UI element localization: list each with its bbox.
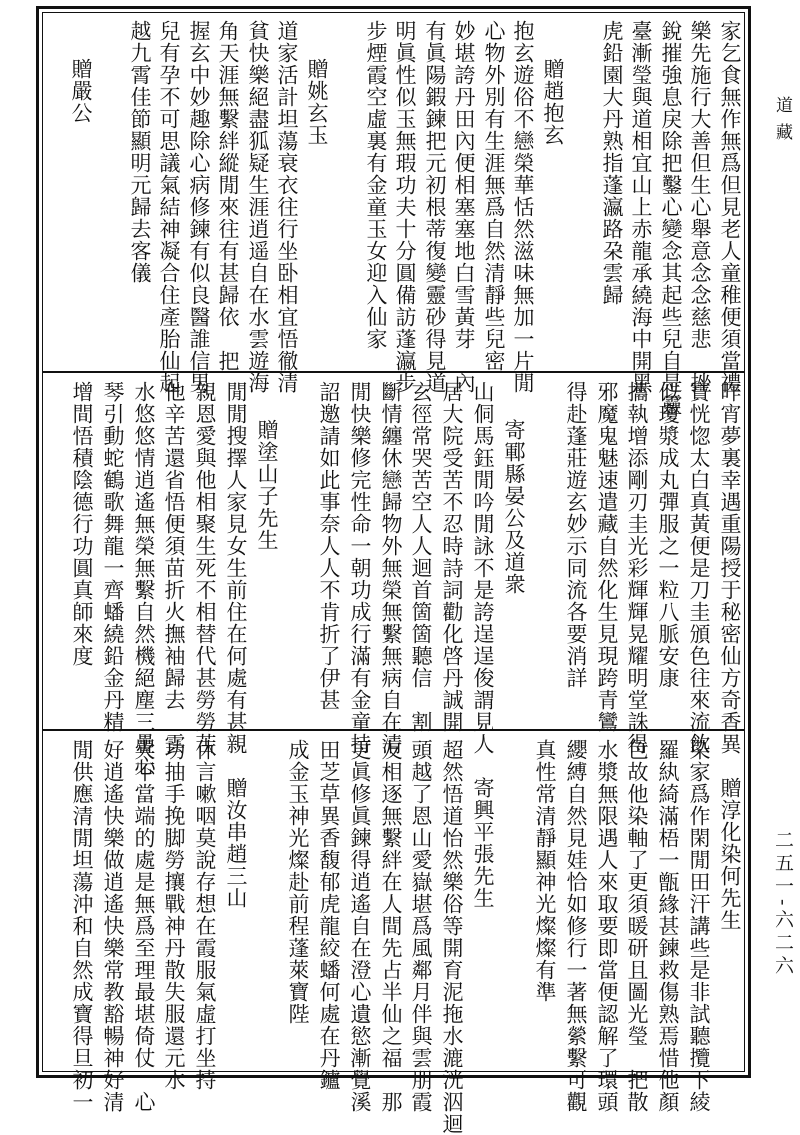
poem-title: 贈汝串趙三山 bbox=[224, 777, 248, 909]
text-column: 水悠悠情逍遙無榮無繫自然機絕塵三疊心 bbox=[132, 381, 156, 777]
text-column: 友相逐無繫絆在人間先占半仙之福 那 bbox=[379, 739, 403, 1113]
text-column: 越九霄佳節顯明元歸去客儀 bbox=[128, 20, 152, 284]
text-column: 居大院受苦不忍時詩詞勸化啓丹誠開 bbox=[440, 381, 464, 733]
text-column: 妙堪誇丹田內便相塞塞地白雪黃芽 內 bbox=[452, 20, 476, 394]
poem-title: 寄鄆縣晏公及道衆 bbox=[502, 419, 526, 595]
text-column: 增間悟積陰德行功圓真師來度 bbox=[70, 381, 94, 667]
text-column: 他辛苦還省悟便須苗折火撫袖歸去 雲 bbox=[162, 381, 186, 755]
text-column: 休言嗽咽莫說存想在霞服氣虛打坐持 bbox=[193, 739, 217, 1091]
text-column: 樂先施行大善但生心舉意念念慈悲 挫 bbox=[688, 20, 712, 394]
text-column: 明眞性似玉無瑕功夫十分圓備訪蓬瀛步 bbox=[393, 20, 417, 394]
text-column: 心物外別有生涯無爲自然清靜些兒密 bbox=[482, 20, 506, 372]
text-column: 角天涯無繫絆縱閒來往有甚歸依 把 bbox=[216, 20, 240, 372]
text-column: 虎鉛園大丹熟指蓬瀛路朶雲歸 bbox=[600, 20, 624, 306]
text-column: 水漿無限遇人來取要即當便認解了環頭 bbox=[595, 739, 619, 1113]
text-column: 握玄中妙趣除心病修鍊有似良醫誰信男 bbox=[187, 20, 211, 394]
poem-title: 贈淳化染何先生 bbox=[718, 777, 742, 931]
text-column: 似瓊漿成丸彈服之一粒八脈安康 bbox=[656, 381, 680, 689]
text-column: 邪魔鬼魅速遣藏自然化生見現跨青鸞 bbox=[595, 381, 619, 733]
poem-title: 贈嚴公 bbox=[69, 58, 93, 124]
text-column: 攜執增添剛刃圭光彩輝輝晃耀明堂誅得 bbox=[625, 381, 649, 755]
poem-title: 贈趙抱玄 bbox=[541, 58, 565, 146]
text-column: 閒供應清閒坦蕩沖和自然成寶得旦初一 bbox=[70, 739, 94, 1113]
text-column: 火不當端的處是無爲至理最堪倚仗 心 bbox=[132, 739, 156, 1113]
text-column: 山侗馬鈺閒吟閒詠不是誇逞逞俊謂見人 bbox=[471, 381, 495, 755]
text-column: 步煙霞空虛裏有金童玉女迎入仙家 bbox=[364, 20, 388, 350]
text-column: 更眞修眞鍊得逍遙自在澄心遺慾漸覺溪 bbox=[348, 739, 372, 1113]
poem-title: 贈塗山子先生 bbox=[255, 419, 279, 551]
text-column: 昨宵夢裏幸遇重陽授于秘密仙方奇香異 bbox=[718, 381, 742, 755]
band-bottom bbox=[42, 729, 745, 1135]
page-number: 二五一-六二六 bbox=[772, 830, 794, 979]
text-column: 田芝草異香馥郁虎龍絞蟠何處在丹鑪 bbox=[317, 739, 341, 1091]
text-column: 兒有孕不可思議氣結神凝合住產胎仙起 bbox=[157, 20, 181, 394]
text-column: 閒快樂修完性命一朝功成行滿有金童持 bbox=[348, 381, 372, 755]
text-column: 功抽手挽脚勞攘戰神丹散失服還元水 bbox=[162, 739, 186, 1091]
poem-title: 寄興平張先生 bbox=[471, 777, 495, 909]
band-middle bbox=[42, 371, 745, 777]
text-column: 臺漸瑩與道相宜山上赤龍承繞海中開黑 bbox=[629, 20, 653, 394]
text-column: 真性常清靜顯神光燦燦有準 bbox=[533, 739, 557, 1003]
text-column: 有眞陽鍜鍊把元初根蒂復變靈砂得見道 bbox=[423, 20, 447, 394]
text-column: 親恩愛與他相聚生死不相替代甚勞勞苦 bbox=[193, 381, 217, 755]
page-frame bbox=[36, 6, 751, 1135]
book-title: 道藏 bbox=[772, 96, 792, 150]
text-column: 閒閒搜擇人家見女生前住在何處有甚親 bbox=[224, 381, 248, 755]
text-column: 詔邀請如此事奈人人不肯折了伊甚 bbox=[317, 381, 341, 711]
text-column: 纓縛自然見娃恰如修行一著無縈繫可觀 bbox=[564, 739, 588, 1113]
band-top bbox=[42, 12, 745, 416]
text-column: 頭越了恩山愛嶽堪爲風鄰月伴與雲朋霞 bbox=[409, 739, 433, 1113]
text-column: 羅紈綺滿梧一甑緣甚鍊救傷熟焉惜他顏 bbox=[656, 739, 680, 1113]
text-column: 道家活計坦蕩衰衣往行坐卧相宜悟徹清 bbox=[275, 20, 299, 394]
text-column: 好逍遙快樂做逍遙快樂常教豁暢神好清 bbox=[101, 739, 125, 1113]
text-column: 色故他染軸了更須暖研且圖光瑩 把散 bbox=[625, 739, 649, 1113]
text-column: 斷情纏休戀歸物外無榮無繫無病自在清 bbox=[379, 381, 403, 755]
text-column: 寶恍惚太白真黃便是刀圭頒色往來流飲 bbox=[687, 381, 711, 755]
text-column: 抱玄遊俗不戀榮華恬然滋味無加一片閒 bbox=[511, 20, 535, 394]
poem-title: 贈姚玄玉 bbox=[305, 58, 329, 146]
text-column: 貧快樂絕盡狐疑生涯逍遥自在水雲遊海 bbox=[246, 20, 270, 394]
text-column: 玄徑常哭苦空人人迴首箇箇聽信 割 bbox=[409, 381, 433, 733]
text-column: 琴引動蛇鶴歌舞龍一齊蟠繞鉛金丹精 bbox=[101, 381, 125, 733]
text-column: 銳摧強息戾除把鑿心變念其起些兒自是靈 bbox=[659, 20, 683, 416]
text-column: 家乞食無作無爲但見老人童稚便須當禮 bbox=[718, 20, 742, 394]
text-column: 成金玉神光燦赴前程蓬萊寶陛 bbox=[286, 739, 310, 1025]
text-column: 得赴蓬莊遊玄妙示同流各要消詳 bbox=[564, 381, 588, 689]
text-column: 超然悟道怡然樂俗等開育泥拖水漉洸泅迴 bbox=[440, 739, 464, 1135]
text-column: 染家爲作閑閒田汗講些是非試聽攬下綾 bbox=[687, 739, 711, 1113]
